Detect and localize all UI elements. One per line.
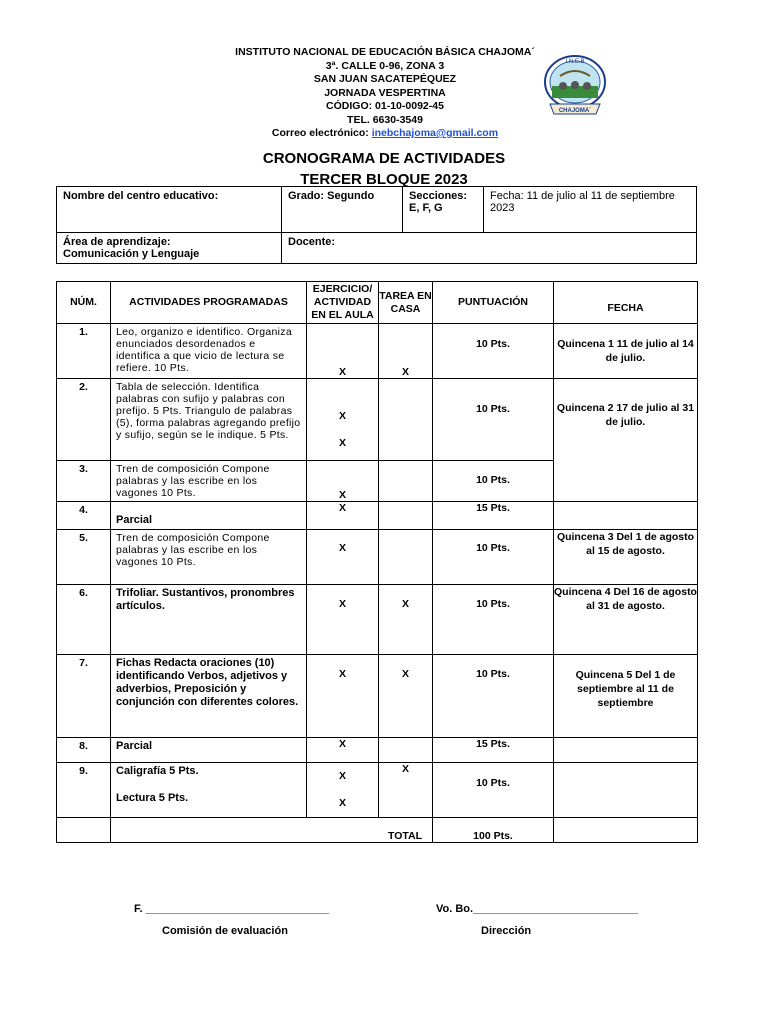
- table-row: 5. Tren de composición Compone palabras y las escribe en los vagones 10 Pts. X 10 Pts. Quincena 3 Del 1 de agosto al 15 de agosto.: [57, 530, 698, 585]
- signature-line-commission: F. ______________________________: [134, 903, 330, 915]
- email-label: Correo electrónico:: [271, 127, 369, 139]
- signature-line-director: Vo. Bo.___________________________: [436, 903, 639, 915]
- table-header-row: [57, 282, 698, 324]
- page-title: CRONOGRAMA DE ACTIVIDADES: [262, 150, 506, 167]
- total-value: 100 Pts.: [433, 818, 554, 843]
- sections-label: Secciones:: [409, 190, 468, 202]
- logo-bottom-text: CHAJOMA´: [558, 108, 592, 114]
- logo-top-text: I.N.E.B: [565, 59, 585, 65]
- table-row: 6. Trifoliar. Sustantivos, pronombres artículos. X X 10 Pts. Quincena 4 Del 16 de agosto al 31 de agosto.: [57, 585, 698, 655]
- area-label: Área de aprendizaje:: [63, 236, 171, 248]
- date-q1: Quincena 1 11 de julio al 14 de julio.: [554, 324, 698, 379]
- address: 3ª. CALLE 0-96, ZONA 3: [325, 59, 445, 72]
- teacher-label: Docente:: [282, 233, 697, 264]
- activity-text: Fichas Redacta oraciones (10) identificando Verbos, adjetivos y adverbios, Preposición y conjunción con diferentes colores.: [111, 655, 307, 738]
- table-row: 4. Parcial X 15 Pts.: [57, 502, 698, 530]
- date-q3: Quincena 3 Del 1 de agosto al 15 de agosto.: [554, 530, 698, 585]
- activity-text: Parcial: [111, 502, 307, 530]
- activity-text: Trifoliar. Sustantivos, pronombres artículos.: [111, 585, 307, 655]
- total-label: TOTAL: [111, 818, 433, 843]
- phone: TEL. 6630-3549: [347, 113, 423, 126]
- col-exercise: EJERCICIO/ ACTIVIDAD EN EL AULA: [307, 282, 379, 324]
- col-homework: TAREA EN CASA: [379, 282, 433, 324]
- date-range: Fecha: 11 de julio al 11 de septiembre 2023: [484, 187, 697, 233]
- table-row: 7. Fichas Redacta oraciones (10) identificando Verbos, adjetivos y adverbios, Preposición y conjunción con diferentes colores. X X 10 Pts. Quincena 5 Del 1 de septiembre al 11 de septiembre: [57, 655, 698, 738]
- page-subtitle: TERCER BLOQUE 2023: [300, 171, 468, 188]
- email-link[interactable]: inebchajoma@gmail.com: [371, 127, 499, 139]
- signature-caption-director: Dirección: [481, 925, 532, 937]
- activity-text: Caligrafía 5 Pts.: [116, 765, 199, 777]
- table-row: 9. Caligrafía 5 Pts. Lectura 5 Pts. X X X 10 Pts.: [57, 763, 698, 818]
- activity-text: Tabla de selección. Identifica palabras con sufijo y palabras con prefijo. 5 Pts. Triangulo de palabras (5), forma palabras agregando prefijo y sufijo, según se le indique. 5 Pts.: [111, 379, 307, 461]
- table-row: 8. Parcial X 15 Pts.: [57, 738, 698, 763]
- info-table: [56, 186, 697, 264]
- school-header: [180, 46, 590, 141]
- date-q5: Quincena 5 Del 1 de septiembre al 11 de septiembre: [554, 655, 698, 738]
- table-row: 1. Leo, organizo e identifico. Organiza enunciados desordenados e identifica a que vicio de lectura se refiere. 10 Pts. X X 10 Pts. Quincena 1 11 de julio al 14 de julio.: [57, 324, 698, 379]
- col-num: NÚM.: [57, 282, 111, 324]
- total-row: [57, 818, 698, 843]
- shift: JORNADA VESPERTINA: [324, 86, 446, 99]
- table-row: 3. Tren de composición Compone palabras y las escribe en los vagones 10 Pts. X 10 Pts.: [57, 461, 698, 502]
- table-row: 2. Tabla de selección. Identifica palabras con sufijo y palabras con prefijo. 5 Pts. Triangulo de palabras (5), forma palabras agregando prefijo y sufijo, según se le indique. 5 Pts. X X 10 Pts. Quincena 2 17 de julio al 31 de julio.: [57, 379, 698, 461]
- city: SAN JUAN SACATEPÉQUEZ: [313, 73, 457, 85]
- school-logo: [538, 52, 612, 122]
- schedule-table: [56, 281, 698, 843]
- date-q2: Quincena 2 17 de julio al 31 de julio.: [554, 379, 698, 502]
- signature-caption-commission: Comisión de evaluación: [162, 925, 288, 937]
- activity-text: Tren de composición Compone palabras y las escribe en los vagones 10 Pts.: [111, 461, 307, 502]
- sections: E, F, G: [409, 202, 443, 214]
- date-q4: Quincena 4 Del 16 de agosto al 31 de agosto.: [554, 585, 698, 655]
- activity-text: Parcial: [111, 738, 307, 763]
- area: Comunicación y Lenguaje: [63, 248, 200, 260]
- col-activities: ACTIVIDADES PROGRAMADAS: [111, 282, 307, 324]
- school-name-label: Nombre del centro educativo:: [57, 187, 282, 233]
- school-code: CÓDIGO: 01-10-0092-45: [326, 100, 444, 112]
- grade: Grado: Segundo: [282, 187, 403, 233]
- activity-text: Tren de composición Compone palabras y las escribe en los vagones 10 Pts.: [111, 530, 307, 585]
- activity-text: Lectura 5 Pts.: [116, 792, 189, 804]
- activity-text: Leo, organizo e identifico. Organiza enunciados desordenados e identifica a que vicio de lectura se refiere. 10 Pts.: [111, 324, 307, 379]
- col-date: FECHA: [554, 282, 698, 324]
- institution-name: INSTITUTO NACIONAL DE EDUCACIÓN BÁSICA CHAJOMA´: [235, 46, 535, 58]
- col-score: PUNTUACIÓN: [433, 282, 554, 324]
